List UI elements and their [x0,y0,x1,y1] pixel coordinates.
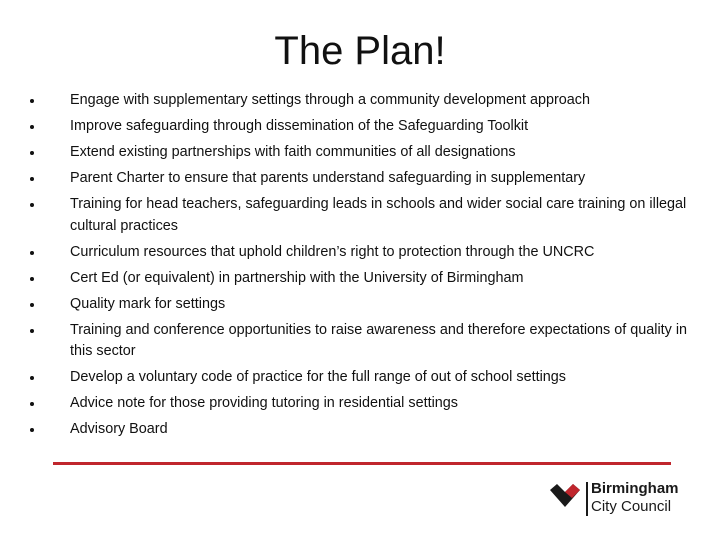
list-item [30,116,690,138]
list-item-text: Extend existing partnerships with faith communities of all designations [70,144,516,160]
slide-title: The Plan! [274,29,446,73]
bullet-icon [30,251,34,255]
birmingham-city-council-logo [548,478,678,518]
list-item-text: Training and conference opportunities to raise awareness and therefore expectations of quality in this sector [70,321,688,359]
logo-line-1: Birmingham [591,480,679,497]
list-item [30,393,690,415]
bullet-icon [30,402,34,406]
bullet-icon [30,329,34,333]
bullet-icon [30,151,34,155]
bullet-icon [30,303,34,307]
list-item-text: Parent Charter to ensure that parents understand safeguarding in supplementary [70,170,586,186]
list-item-text: Improve safeguarding through dissemination of the Safeguarding Toolkit [70,118,529,134]
list-item [30,367,690,389]
list-item-text: Engage with supplementary settings through a community development approach [70,92,590,108]
footer-divider [53,462,671,465]
bullet-icon [30,428,34,432]
list-item [30,242,690,264]
list-item [30,294,690,316]
list-item-text: Cert Ed (or equivalent) in partnership with the University of Birmingham [70,269,524,286]
list-item [30,168,690,190]
bullet-icon [30,277,34,281]
bullet-icon [30,376,34,380]
bullet-icon [30,125,34,129]
plan-list [30,90,690,445]
list-item-text: Advice note for those providing tutoring in residential settings [70,395,458,411]
list-item-text: Develop a voluntary code of practice for the full range of out of school settings [70,369,566,385]
list-item [30,419,690,441]
list-item-text: Training for head teachers, safeguarding leads in schools and wider social care training on illegal cultural practices [70,196,687,234]
list-item-text: Curriculum resources that uphold children’s right to protection through the UNCRC [70,243,595,260]
bullet-icon [30,99,34,103]
list-item [30,142,690,164]
bullet-icon [30,203,34,207]
bullet-icon [30,177,34,181]
list-item-text: Advisory Board [70,421,168,437]
list-item-text: Quality mark for settings [70,295,226,312]
logo-divider [586,482,588,516]
heart-logo-icon [548,480,582,510]
list-item [30,90,690,112]
list-item [30,194,690,237]
logo-line-2: City Council [591,498,672,515]
list-item [30,320,690,363]
list-item [30,268,690,290]
